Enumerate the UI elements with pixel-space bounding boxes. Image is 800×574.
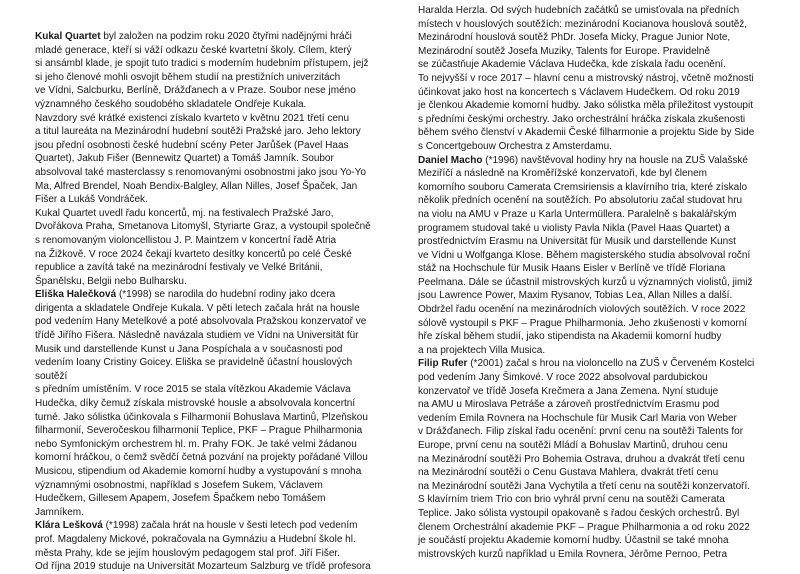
text-line [35,30,380,44]
text-line: Mezinárodní houslová soutěž PhDr. Josefa Micky, Prague Junior Note, [418,32,731,44]
text-line: jsou přední osobnosti české hudební scény Peter Jarůšek (Pavel Haas [35,139,349,151]
text-line: na violu na AMU v Praze u Karla Untermüllera. Paralelně s bakalářským [418,208,737,220]
text-line: Quartet), Jakub Fišer (Bennewitz Quartet) a Tomáš Jamník. Soubor [35,153,334,165]
text-run: byl založen na podzim roku 2020 čtyřmi nadějnými hráči [100,31,352,42]
text-line: Navzdory své krátké existenci získalo kvarteto v květnu 2021 třetí cenu [35,112,350,124]
text-line: je součástí projektu Akademie komorní hudby. Účastnil se také mnoha [418,535,729,547]
person-name: Klára Lešková [35,520,103,532]
text-line: a titul laureáta na Mezinárodní hudební soutěži Pražské jaro. Jeho lektory [35,126,361,138]
text-line: účinkovat jako host na koncertech s Václavem Hudečkem. Od roku 2019 [418,86,740,98]
text-line: Dvořákova Praha, Smetanova Litomyšl, Styriarte Graz, a vystoupil společně [35,221,371,233]
text-line: se zúčastňuje Akademie Václava Hudečka, kde získala řadu ocenění. [418,59,726,71]
text-line: místech v houslových soutěžích: mezinárodní Kocianova houslová soutěž, [418,18,748,30]
text-line: vedením Ioany Cristiny Goicey. Eliška se pravidelně účastní houslových [35,357,353,369]
text-line: prof. Magdaleny Mickové, pokračovala na Gymnáziu a Hudební škole hl. [35,533,356,545]
text-line: Kukal Quartet uvedl řadu koncertů, mj. na festivalech Pražské Jaro, [35,207,334,219]
text-line: nebo Symfonickým orchestrem hl. m. Prahy FOK. Je také velmi žádanou [35,438,357,450]
text-line: si jeho členové mohli osvojit během studií na prestižních univerzitách [35,71,341,83]
text-line: vedením Emila Rovnera na Hochschule für Musik Carl Maria von Weber [418,412,737,424]
text-line: s předním umístěním. V roce 2015 se stala vítězkou Akademie Václava [35,384,351,396]
text-line: Obdržel řadu ocenění na mezinárodních violových soutěžích. V roce 2022 [418,304,746,316]
text-line [418,357,766,371]
text-line: Jamníkem. [35,506,84,518]
text-line: filharmonií, Severočeskou filharmonií Teplice, PKF – Prague Philharmonia [35,425,363,437]
text-line: třídě Jiřího Fišera. Následně navázala studiem ve Vídni na Universität für [35,330,359,342]
text-line: pod vedením Hany Metelkové a poté absolvovala Pražskou konzervatoř ve [35,316,367,328]
text-line: významnými osobnostmi, například s Josefem Sukem, Václavem [35,479,323,491]
text-line: S klavírním triem Trio con brio vyhrál první cenu na soutěži Camerata [418,494,725,506]
text-line: Peelmana. Dále se účastnil mistrovských kurzů u významných violistů, jimiž [418,276,753,288]
text-run: (*1998) začala hrát na housle v šesti letech pod vedením [102,520,358,532]
text-line: členem Orchestrální akademie PKF – Prague Philharmonia a od roku 2022 [418,521,750,533]
text-line: Ma, Alfred Brendel, Noah Bendix-Balgley, Allan Nilles, Josef Špaček, Jan [35,180,358,192]
text-line: na Mezinárodní soutěži Pro Bohemia Ostrava, druhou a dvakrát třetí cenu [418,453,745,465]
text-run: (*1998) se narodila do hudební rodiny jako dcera [116,289,336,301]
text-line: komorního souboru Camerata Cremsiriensis a klavírního tria, které získalo [418,181,748,193]
left-column [35,30,380,574]
text-line: absolvoval také masterclassy s renomovanými osobnostmi jako jsou Yo-Yo [35,166,366,178]
text-line: na Žižkově. V roce 2024 čekají kvarteto desítky koncertů po celé České [35,248,352,260]
text-line: ve Vídni u Wolfganga Klose. Během magisterského studia absolvoval roční [418,249,751,261]
text-line: pod vedením Jany Šimkové. V roce 2022 absolvoval pardubickou [418,372,708,384]
text-line: To nejvyšší v roce 2017 – hlavní cenu a mistrovský nástroj, včetně možnosti [418,72,754,84]
text-line: Hudečka, díky čemuž získala mistrovské housle a absolvovala koncertní [35,398,356,410]
text-line: Europe, první cenu na soutěži Mládí a Bohuslav Martinů, druhou cenu [418,440,728,451]
text-line: sólově vystoupil s PKF – Prague Philharmonia. Jeho zkušenosti v komorní [418,317,748,329]
text-line: mistrovských kurzů například u Emila Rovnera, Jérôme Pernoo, Petra [418,548,728,560]
text-line: programem studoval také u violisty Pavla Nikla (Pavel Haas Quartet) a [418,222,730,234]
text-line: na AMU u Miroslava Petráše a zároveň prostřednictvím Erasmu pod [418,399,720,411]
text-run: (*1996) navštěvoval hodiny hry na housle na ZUŠ Valašské [482,154,748,166]
text-line: Meziříčí a následně na Kroměřížské konzervatoři, kde byl členem [418,168,708,180]
text-line [418,154,766,168]
text-line: Musik und darstellende Kunst u Jana Pospíchala a v současnosti pod [35,343,343,355]
text-line: s renomovaným violoncellistou J. P. Maintzem v koncertní řadě Atria [35,234,337,246]
text-line [35,519,380,533]
text-line: stáž na Hochschule für Musik Haans Eisler v Berlíně ve třídě Floriana [418,263,726,275]
text-line: turné. Jako sólistka účinkovala s Filharmonií Bohuslava Martinů, Plzeňskou [35,411,368,423]
text-line: s předními českými orchestry. Jako orchestrální hráčka získala zkušenosti [418,113,746,125]
text-line: mladé generace, kteří si váží odkazu české kvartetní školy. Cílem, který [35,44,352,56]
text-line: Španělsku, Belgii nebo Bulharsku. [35,275,187,287]
text-line: na Mezinárodní soutěži o Cenu Gustava Mahlera, dvakrát třetí cenu [418,467,719,479]
text-line: s Concertgebouw Orchestra z Amsterdamu. [418,140,612,152]
text-run: (*2001) začal s hrou na violoncello na ZUŠ v Červeném Kostelci [467,358,755,370]
text-line: několik předních ocenění na soutěžích. Po absolutoriu začal studovat hru [418,195,743,207]
text-line: Hudečkem, Gillesem Apapem, Josefem Špačkem nebo Tomášem [35,493,326,505]
text-line: prostřednictvím Erasmu na Universität für Musik und darstellende Kunst [418,236,736,248]
text-line: Mezinárodní soutěž Josefa Muziky, Talents for Europe. Pravidelně [418,45,711,57]
text-line: ve Vídni, Salcburku, Berlíně, Drážďanech a v Praze. Soubor nese jméno [35,85,356,97]
text-line: během svého členství v Akademii České filharmonie a projektu Side by Side [418,127,755,139]
text-line: Od října 2019 studuje na Universität Mozarteum Salzburg ve třídě profesora [35,561,371,573]
text-line: dirigenta a skladatele Ondřeje Kukala. V pěti letech začala hrát na housle [35,302,360,314]
text-line: hře získal během studií, jako stipendista na Akademii komorní hudby [418,331,722,343]
right-column [418,4,766,561]
text-line: jsou Lawrence Power, Maxim Rysanov, Tobias Lea, Allan Nilles a další. [418,290,733,302]
text-line: republice a zavítá také na mezinárodní festivaly ve Velké Británii, [35,262,323,274]
text-line [35,288,380,302]
person-name: Eliška Halečková [35,289,117,301]
text-line: významného českého soudobého skladatele Ondřeje Kukala. [35,98,307,110]
text-line: je členkou Akademie komorní hudby. Jako sólistka měla příležitost vystoupit [418,100,753,112]
text-line: města Prahy, kde se jejím houslovým pedagogem stal prof. Jiří Fišer. [35,547,340,559]
text-line: v Drážďanech. Filip získal řadu ocenění: první cenu na soutěži Talents for [418,426,744,438]
text-line: komorní hráčkou, o čemž svědčí četná pozvání na projekty pořádané Villou [35,452,368,464]
person-name: Kukal Quartet [35,31,101,42]
person-name: Filip Rufer [418,358,468,370]
text-line: a na projektech Villa Musica. [418,344,546,356]
text-line: Teplice. Jako sólista vystoupil opakovaně s řadou českých orchestrů. Byl [418,507,740,519]
text-line: Fišer a Lukáš Vondráček. [35,194,148,206]
text-line: si ansámbl klade, je spojit tuto tradici s moderním hudebním přístupem, jejž [35,58,369,70]
text-line: na Mezinárodní soutěži Jana Vychytila a třetí cenu na soutěži konzervatoří. [418,480,751,492]
person-name: Daniel Macho [418,154,483,166]
text-line: soutěží [35,370,68,382]
text-line: konzervatoř ve třídě Josefa Krečmera a Jana Zemena. Nyní studuje [418,385,719,397]
text-line: Haralda Herzla. Od svých hudebních začátků se umisťovala na předních [418,5,740,16]
text-line: Musicou, stipendium od Akademie komorní hudby a vystupování s mnoha [35,466,362,477]
